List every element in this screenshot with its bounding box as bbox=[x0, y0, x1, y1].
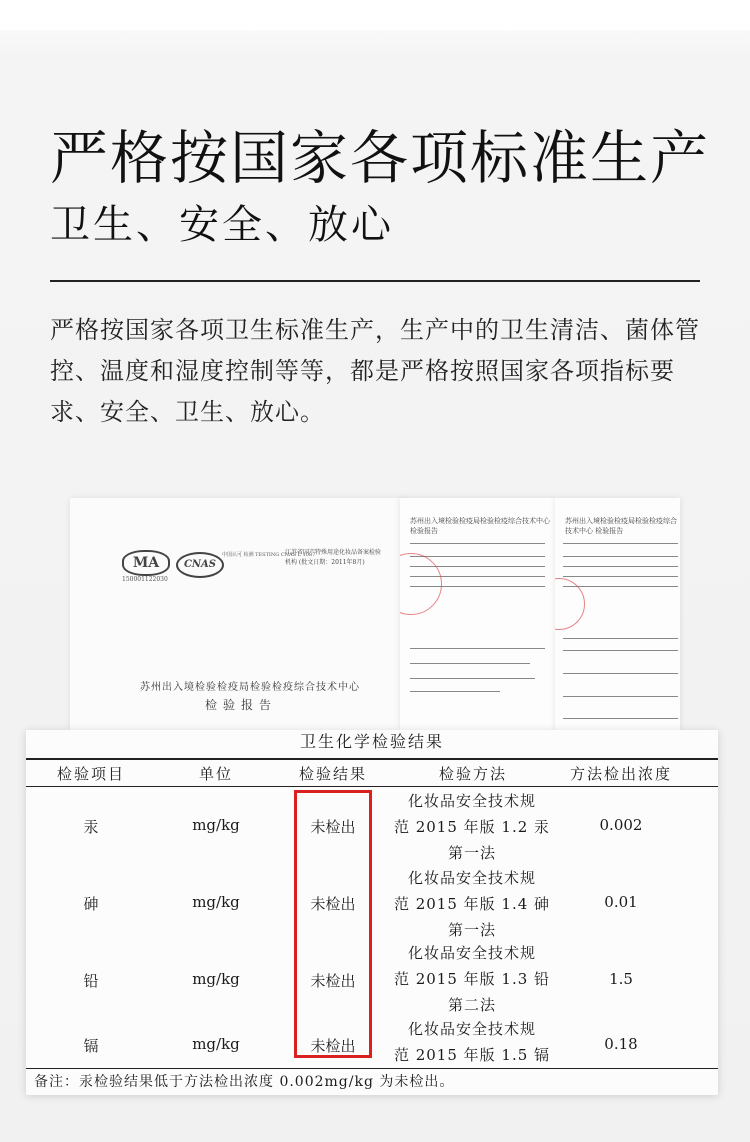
cnas-seal-text: 中国认可 检测 TESTING CNAS L 1087 bbox=[222, 552, 316, 558]
method-line: 第二法 bbox=[447, 996, 496, 1014]
method-line: 化妆品安全技术规 bbox=[407, 944, 536, 962]
report-rule bbox=[563, 566, 678, 567]
table-cell-limit: 0.18 bbox=[604, 1035, 638, 1053]
report-rule bbox=[410, 663, 530, 664]
report-rule bbox=[563, 638, 678, 639]
report-page-1-title: 苏州出入境检验检疫局检验检疫综合技术中心 检验报告 bbox=[410, 517, 550, 535]
table-cell-result: 未检出 bbox=[310, 972, 356, 990]
table-title: 卫生化学检验结果 bbox=[299, 732, 444, 751]
table-cell-unit: mg/kg bbox=[192, 816, 240, 834]
cnas-seal-icon: CNAS bbox=[176, 552, 224, 578]
certificate-issuer: 苏州出入境检验检疫局检验检疫综合技术中心 bbox=[140, 682, 360, 693]
report-page-1 bbox=[400, 498, 555, 730]
table-cell-limit: 1.5 bbox=[609, 970, 633, 988]
report-rule bbox=[563, 696, 678, 697]
column-header: 方法检出浓度 bbox=[569, 765, 672, 783]
certificate-cover bbox=[70, 498, 405, 730]
table-note: 备注：汞检验结果低于方法检出浓度 0.002mg/kg 为未检出。 bbox=[34, 1074, 455, 1090]
table-cell-limit: 0.002 bbox=[599, 816, 643, 834]
column-header: 单位 bbox=[198, 765, 233, 783]
report-page-2-title: 苏州出入境检验检疫局检验检疫综合技术中心 检验报告 bbox=[565, 517, 677, 535]
table-cell-method bbox=[392, 1016, 552, 1068]
report-rule bbox=[563, 718, 678, 719]
method-line: 范 2015 年版 1.2 汞 bbox=[393, 818, 551, 836]
column-header: 检验项目 bbox=[56, 765, 125, 783]
table-cell-unit: mg/kg bbox=[192, 893, 240, 911]
table-cell-result: 未检出 bbox=[310, 818, 356, 836]
table-cell-item: 砷 bbox=[83, 895, 99, 913]
report-page-2 bbox=[555, 498, 680, 730]
method-line: 范 2015 年版 1.5 镉 bbox=[393, 1046, 551, 1064]
certificate-org-text: 江苏省国产特殊用途化妆品备案检验机构 (批文日期：2011年8月) bbox=[285, 549, 382, 566]
report-rule bbox=[410, 678, 535, 679]
ma-seal-icon: MA bbox=[122, 550, 170, 576]
table-cell-method bbox=[392, 940, 552, 1018]
table-bottom-rule bbox=[26, 1068, 718, 1069]
report-rule bbox=[410, 648, 545, 649]
method-line: 化妆品安全技术规 bbox=[407, 1020, 536, 1038]
table-cell-result: 未检出 bbox=[310, 1037, 356, 1055]
report-rule bbox=[563, 650, 678, 651]
report-rule bbox=[410, 556, 545, 557]
table-cell-unit: mg/kg bbox=[192, 970, 240, 988]
table-cell-method bbox=[392, 865, 552, 943]
table-cell-unit: mg/kg bbox=[192, 1035, 240, 1053]
report-rule bbox=[410, 691, 500, 692]
table-cell-item: 铅 bbox=[83, 972, 99, 990]
method-line: 范 2015 年版 1.3 铅 bbox=[393, 970, 551, 988]
table-cell-limit: 0.01 bbox=[604, 893, 638, 911]
report-rule bbox=[563, 543, 678, 544]
table-header-rule bbox=[26, 786, 718, 787]
column-header: 检验方法 bbox=[438, 765, 507, 783]
divider bbox=[50, 280, 700, 282]
result-highlight-box bbox=[294, 790, 372, 1058]
report-rule bbox=[410, 543, 545, 544]
table-cell-result: 未检出 bbox=[310, 895, 356, 913]
report-rule bbox=[563, 586, 678, 587]
ma-seal-number: 150001122030 bbox=[122, 576, 168, 583]
certificate-title: 检验报告 bbox=[205, 698, 278, 712]
method-line: 范 2015 年版 1.4 砷 bbox=[393, 895, 551, 913]
method-line: 化妆品安全技术规 bbox=[407, 869, 536, 887]
results-table bbox=[26, 730, 718, 1095]
table-top-rule bbox=[26, 758, 718, 760]
intro-paragraph: 严格按国家各项卫生标准生产，生产中的卫生清洁、菌体管控、温度和湿度控制等等，都是严格按照国家各项指标要求、安全、卫生、放心。 bbox=[50, 316, 700, 426]
report-rule bbox=[563, 576, 678, 577]
method-line: 第一法 bbox=[447, 844, 496, 862]
table-cell-item: 汞 bbox=[83, 818, 99, 836]
official-stamp-icon bbox=[400, 553, 442, 615]
table-cell-method bbox=[392, 788, 552, 866]
page-headline: 严格按国家各项标准生产 bbox=[50, 124, 711, 192]
method-line: 化妆品安全技术规 bbox=[407, 792, 536, 810]
top-band bbox=[0, 0, 750, 30]
report-rule bbox=[563, 556, 678, 557]
method-line: 第一法 bbox=[447, 921, 496, 939]
table-cell-item: 镉 bbox=[83, 1037, 99, 1055]
page-subheadline: 卫生、安全、放心 bbox=[50, 202, 394, 248]
report-rule bbox=[563, 673, 678, 674]
column-header: 检验结果 bbox=[298, 765, 367, 783]
